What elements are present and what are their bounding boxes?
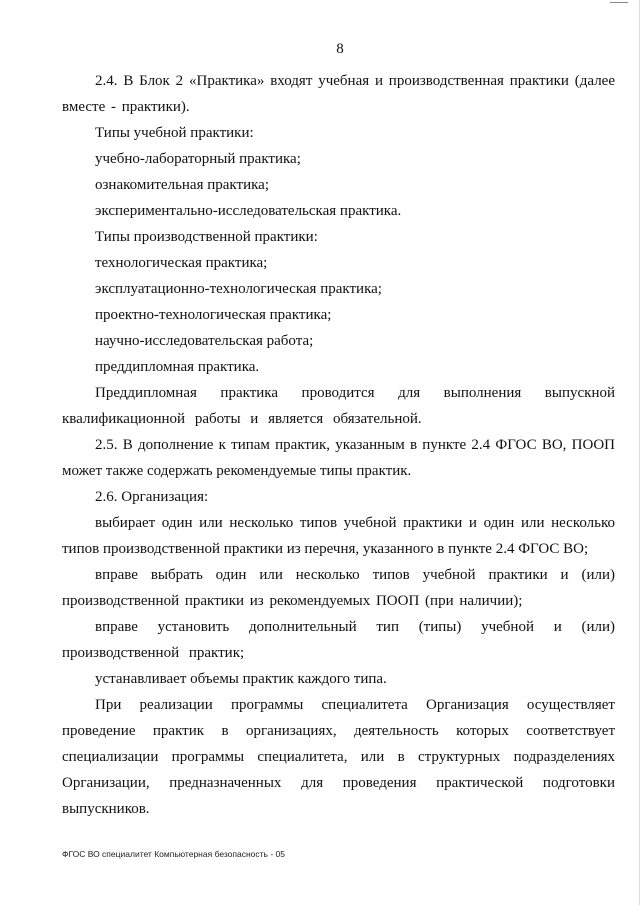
list-item-production-4: научно-исследовательская работа; [95,333,314,349]
paragraph-2-6: 2.6. Организация: [95,489,209,505]
list-item-study-3: экспериментально-исследовательская практика. [95,203,402,219]
list-item-production-5: преддипломная практика. [95,359,260,375]
paragraph-specialist-program: При реализации программы специалитета Организация осуществляет проведение практик в организациях, деятельность которых соответствует специализации программы специалитета, или в структурных подразделениях Организации, предназначенных для проведения практической подготовки выпускников. [62,697,615,817]
list-item-study-2: ознакомительная практика; [95,177,269,193]
list-item-production-3: проектно-технологическая практика; [95,307,332,323]
page-number: 8 [336,41,344,57]
paragraph-2-4: 2.4. В Блок 2 «Практика» входят учебная и производственная практики (далее вместе - практики). [62,73,615,115]
list-item-production-1: технологическая практика; [95,255,268,271]
scan-mark [610,2,628,6]
list-item-organization-2: вправе выбрать один или несколько типов учебной практики и (или) производственной практики из рекомендуемых ПООП (при наличии); [62,567,615,609]
paragraph-predegree: Преддипломная практика проводится для выполнения выпускной квалификационной работы и является обязательной. [62,385,615,427]
document-body [62,68,615,822]
paragraph-production-types-heading: Типы производственной практики: [95,229,318,245]
list-item-study-1: учебно-лабораторный практика; [95,151,301,167]
document-footer: ФГОС ВО специалитет Компьютерная безопасность - 05 [62,849,285,859]
paragraph-study-types-heading: Типы учебной практики: [95,125,254,141]
list-item-organization-4: устанавливает объемы практик каждого типа. [95,671,387,687]
list-item-organization-1: выбирает один или несколько типов учебной практики и один или несколько типов производственной практики из перечня, указанного в пункте 2.4 ФГОС ВО; [62,515,615,557]
list-item-organization-3: вправе установить дополнительный тип (типы) учебной и (или) производственной практик; [62,619,615,661]
list-item-production-2: эксплуатационно-технологическая практика; [95,281,382,297]
paragraph-2-5: 2.5. В дополнение к типам практик, указанным в пункте 2.4 ФГОС ВО, ПООП может также содержать рекомендуемые типы практик. [62,437,615,479]
